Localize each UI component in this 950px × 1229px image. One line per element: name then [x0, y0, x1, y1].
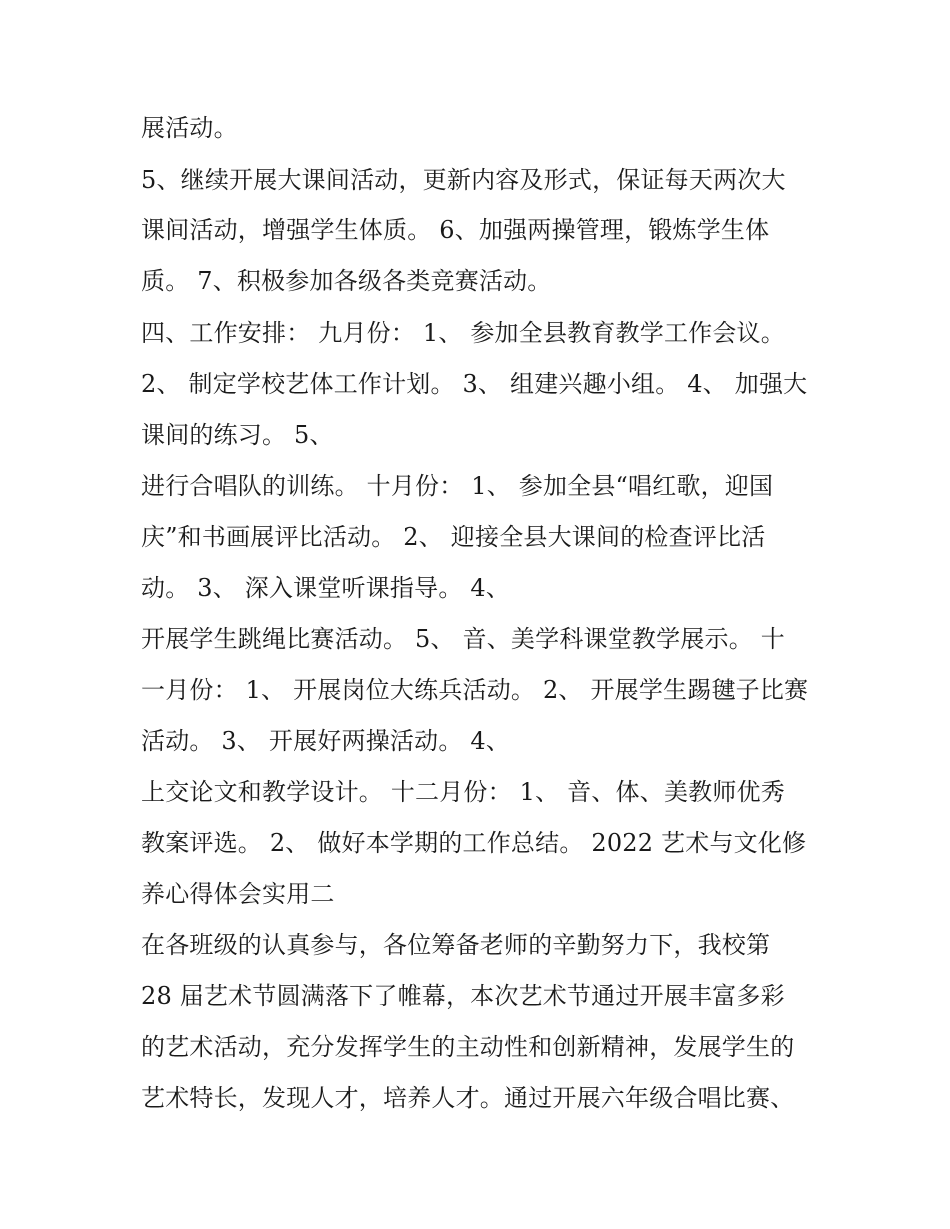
text-line: 5、继续开展大课间活动，更新内容及形式，保证每天两次大: [141, 166, 786, 194]
text-line: 教案评选。 2、 做好本学期的工作总结。 2022 艺术与文化修: [141, 829, 807, 857]
text-line: 艺术特长，发现人才，培养人才。通过开展六年级合唱比赛、: [141, 1084, 795, 1112]
text-line: 四、工作安排： 九月份： 1、 参加全县教育教学工作会议。: [141, 319, 785, 347]
text-line: 活动。 3、 开展好两操活动。 4、: [141, 727, 511, 755]
text-line: 的艺术活动，充分发挥学生的主动性和创新精神，发展学生的: [141, 1033, 795, 1061]
text-line: 课间的练习。 5、: [141, 421, 334, 449]
text-line: 2、 制定学校艺体工作计划。 3、 组建兴趣小组。 4、 加强大: [141, 370, 808, 398]
text-line: 质。 7、积极参加各级各类竞赛活动。: [141, 267, 552, 295]
text-line: 庆”和书画展评比活动。 2、 迎接全县大课间的检查评比活: [141, 523, 766, 551]
text-line: 课间活动，增强学生体质。 6、加强两操管理，锻炼学生体: [141, 216, 770, 244]
text-line: 养心得体会实用二: [141, 880, 335, 908]
text-line: 上交论文和教学设计。 十二月份： 1、 音、体、美教师优秀: [141, 778, 785, 806]
text-line: 进行合唱队的训练。 十月份： 1、 参加全县“唱红歌，迎国: [141, 472, 774, 500]
text-line: 开展学生跳绳比赛活动。 5、 音、美学科课堂教学展示。 十: [141, 625, 785, 653]
text-line: 28 届艺术节圆满落下了帷幕，本次艺术节通过开展丰富多彩: [141, 982, 785, 1010]
text-line: 在各班级的认真参与，各位筹备老师的辛勤努力下，我校第: [141, 931, 771, 959]
text-line: 一月份： 1、 开展岗位大练兵活动。 2、 开展学生踢毽子比赛: [141, 676, 809, 704]
text-line: 动。 3、 深入课堂听课指导。 4、: [141, 574, 511, 602]
text-line: 展活动。: [141, 114, 238, 142]
